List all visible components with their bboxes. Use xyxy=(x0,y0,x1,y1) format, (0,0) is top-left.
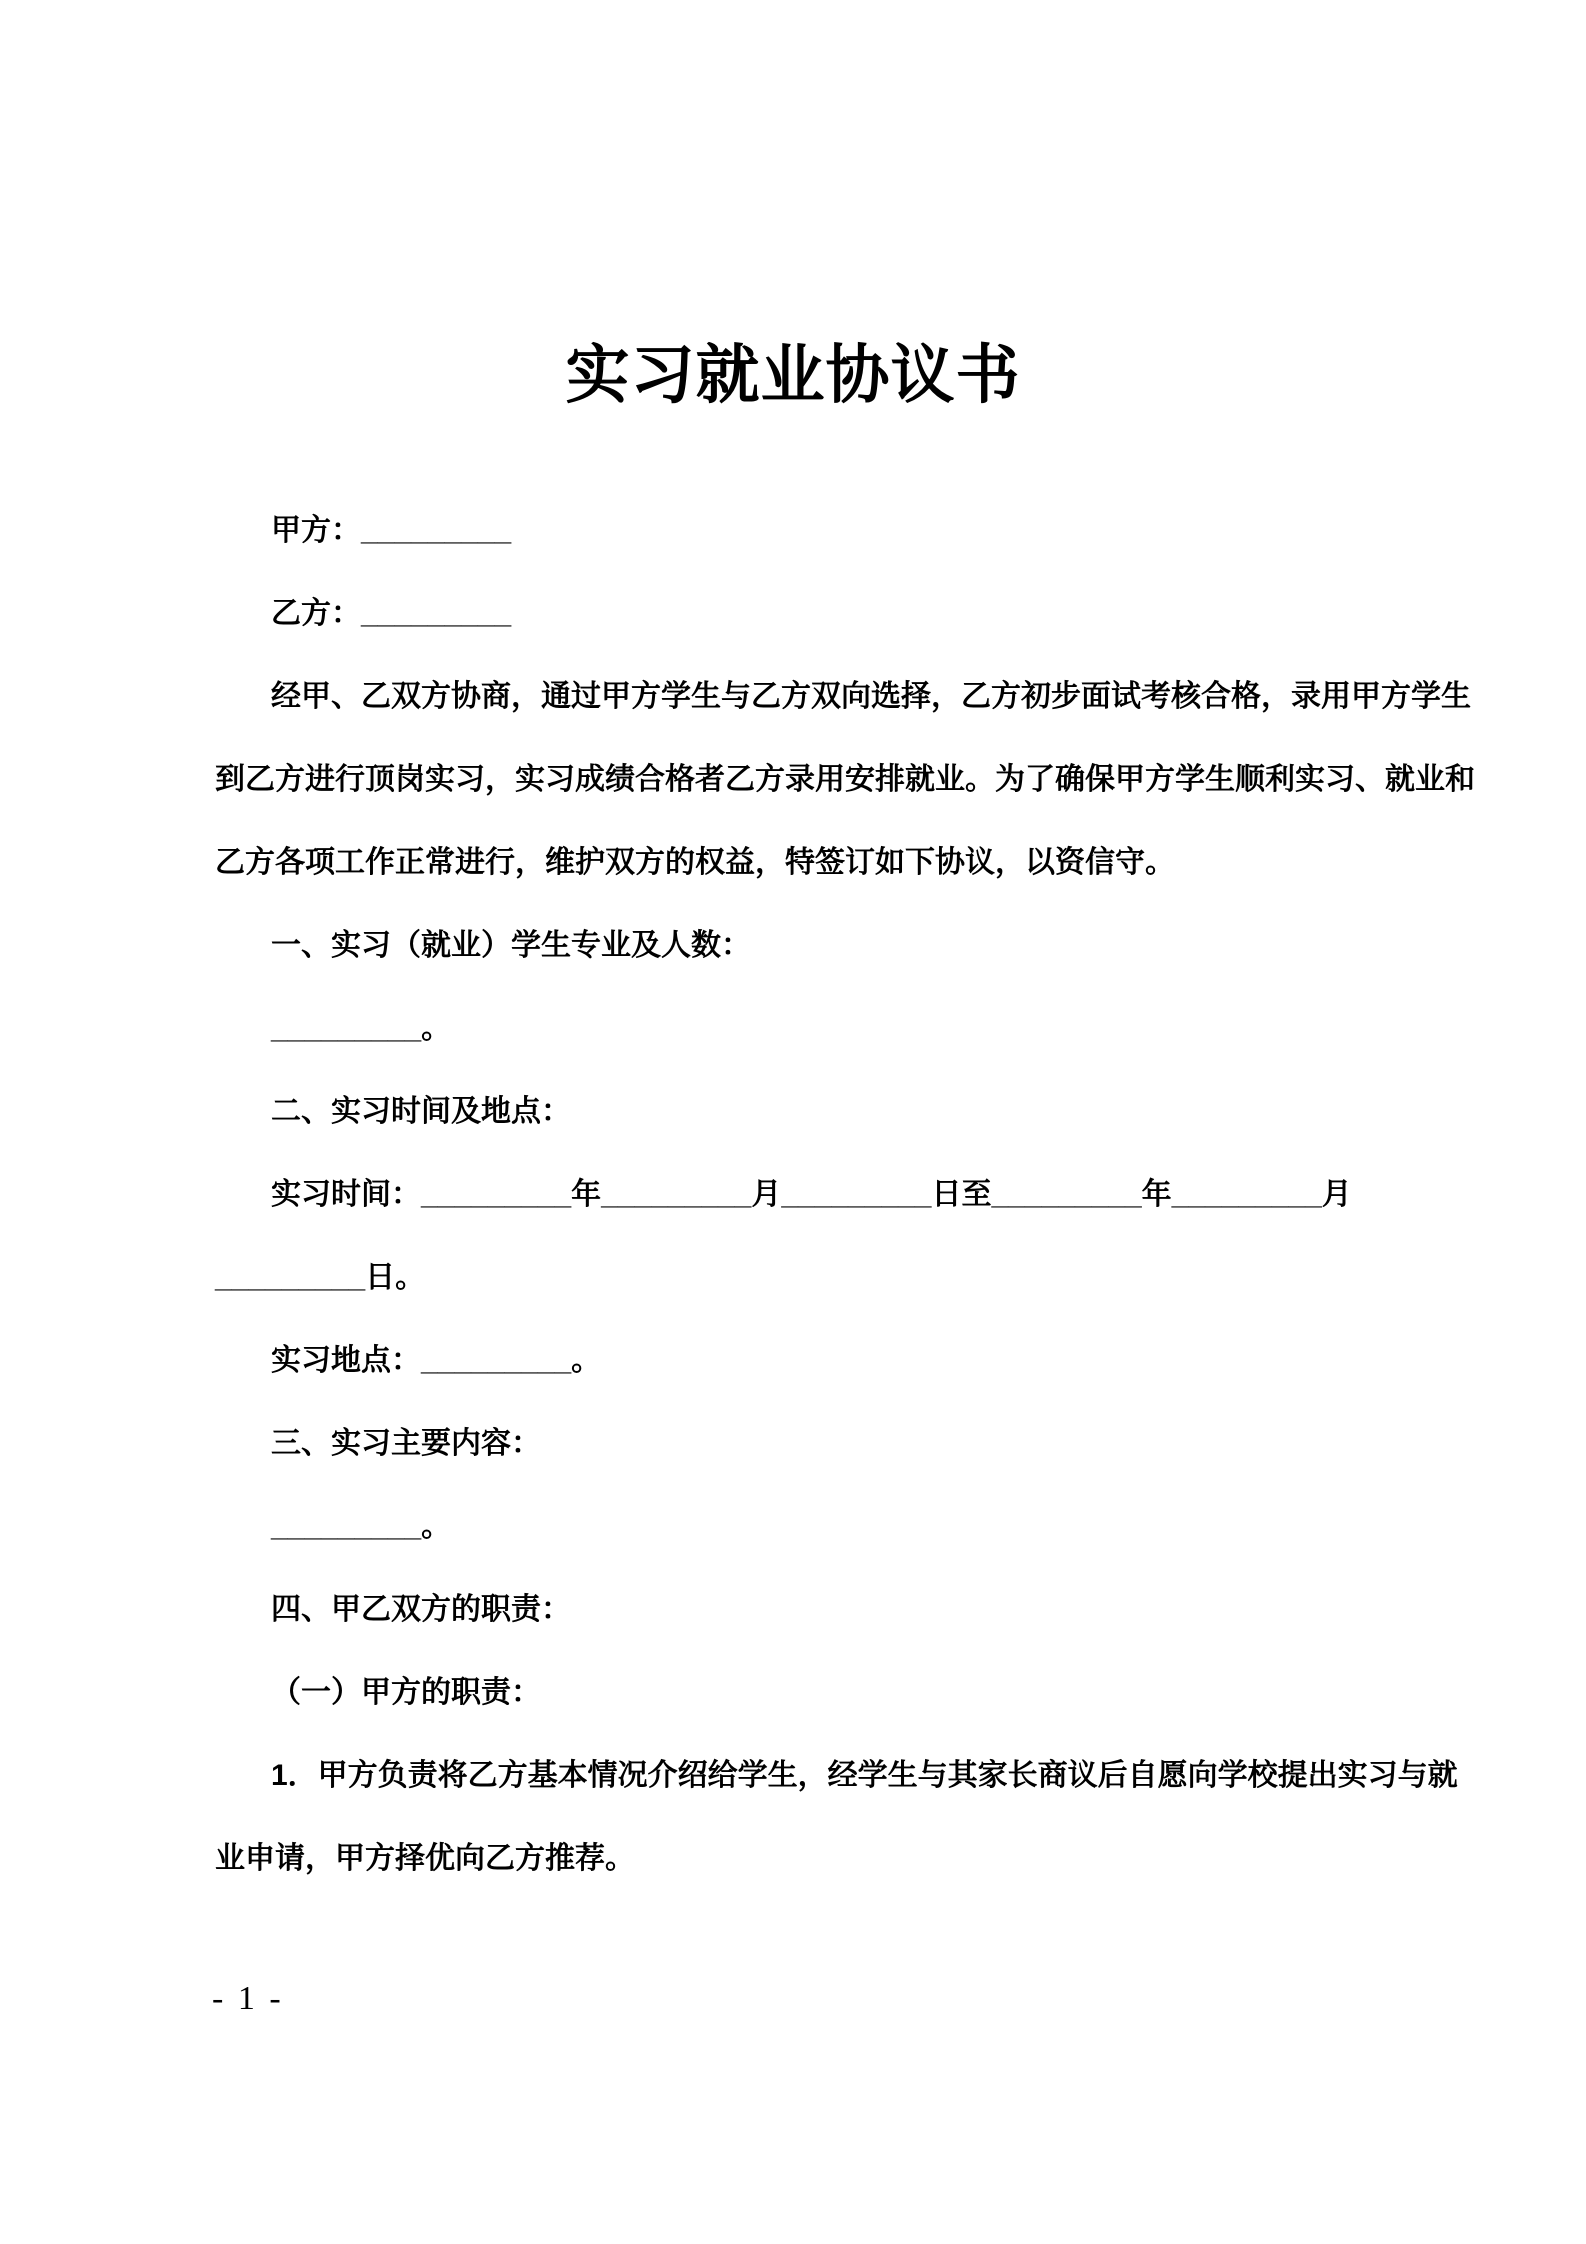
text-line: 实习地点：_________。 xyxy=(271,1344,602,1377)
text-line: 三、实习主要内容： xyxy=(271,1427,541,1460)
text-line: _________。 xyxy=(271,1510,452,1543)
text-line: 1．甲方负责将乙方基本情况介绍给学生，经学生与其家长商议后自愿向学校提出实习与就 xyxy=(271,1759,1458,1792)
text-line: _________日。 xyxy=(215,1261,426,1294)
text-line: 一、实习（就业）学生专业及人数： xyxy=(271,929,751,962)
text-line: 四、甲乙双方的职责： xyxy=(271,1593,571,1626)
page-number: - 1 - xyxy=(212,1980,284,2017)
text-line: _________。 xyxy=(271,1012,452,1045)
text-line: （一）甲方的职责： xyxy=(271,1676,541,1709)
text-line: 实习时间：_________年_________月_________日至_________年_________月 xyxy=(271,1178,1352,1211)
text-line: 二、实习时间及地点： xyxy=(271,1095,571,1128)
document-body xyxy=(215,489,1475,1900)
text-line: 业申请，甲方择优向乙方推荐。 xyxy=(215,1842,635,1875)
text-line: 经甲、乙双方协商，通过甲方学生与乙方双向选择，乙方初步面试考核合格，录用甲方学生 xyxy=(271,680,1471,713)
text-line: 乙方各项工作正常进行，维护双方的权益，特签订如下协议，以资信守。 xyxy=(215,846,1175,879)
page-title: 实习就业协议书 xyxy=(565,339,1021,411)
text-line: 甲方：_________ xyxy=(271,514,512,547)
text-line: 乙方：_________ xyxy=(271,597,512,630)
text-line: 到乙方进行顶岗实习，实习成绩合格者乙方录用安排就业。为了确保甲方学生顺利实习、就业和 xyxy=(215,763,1475,796)
